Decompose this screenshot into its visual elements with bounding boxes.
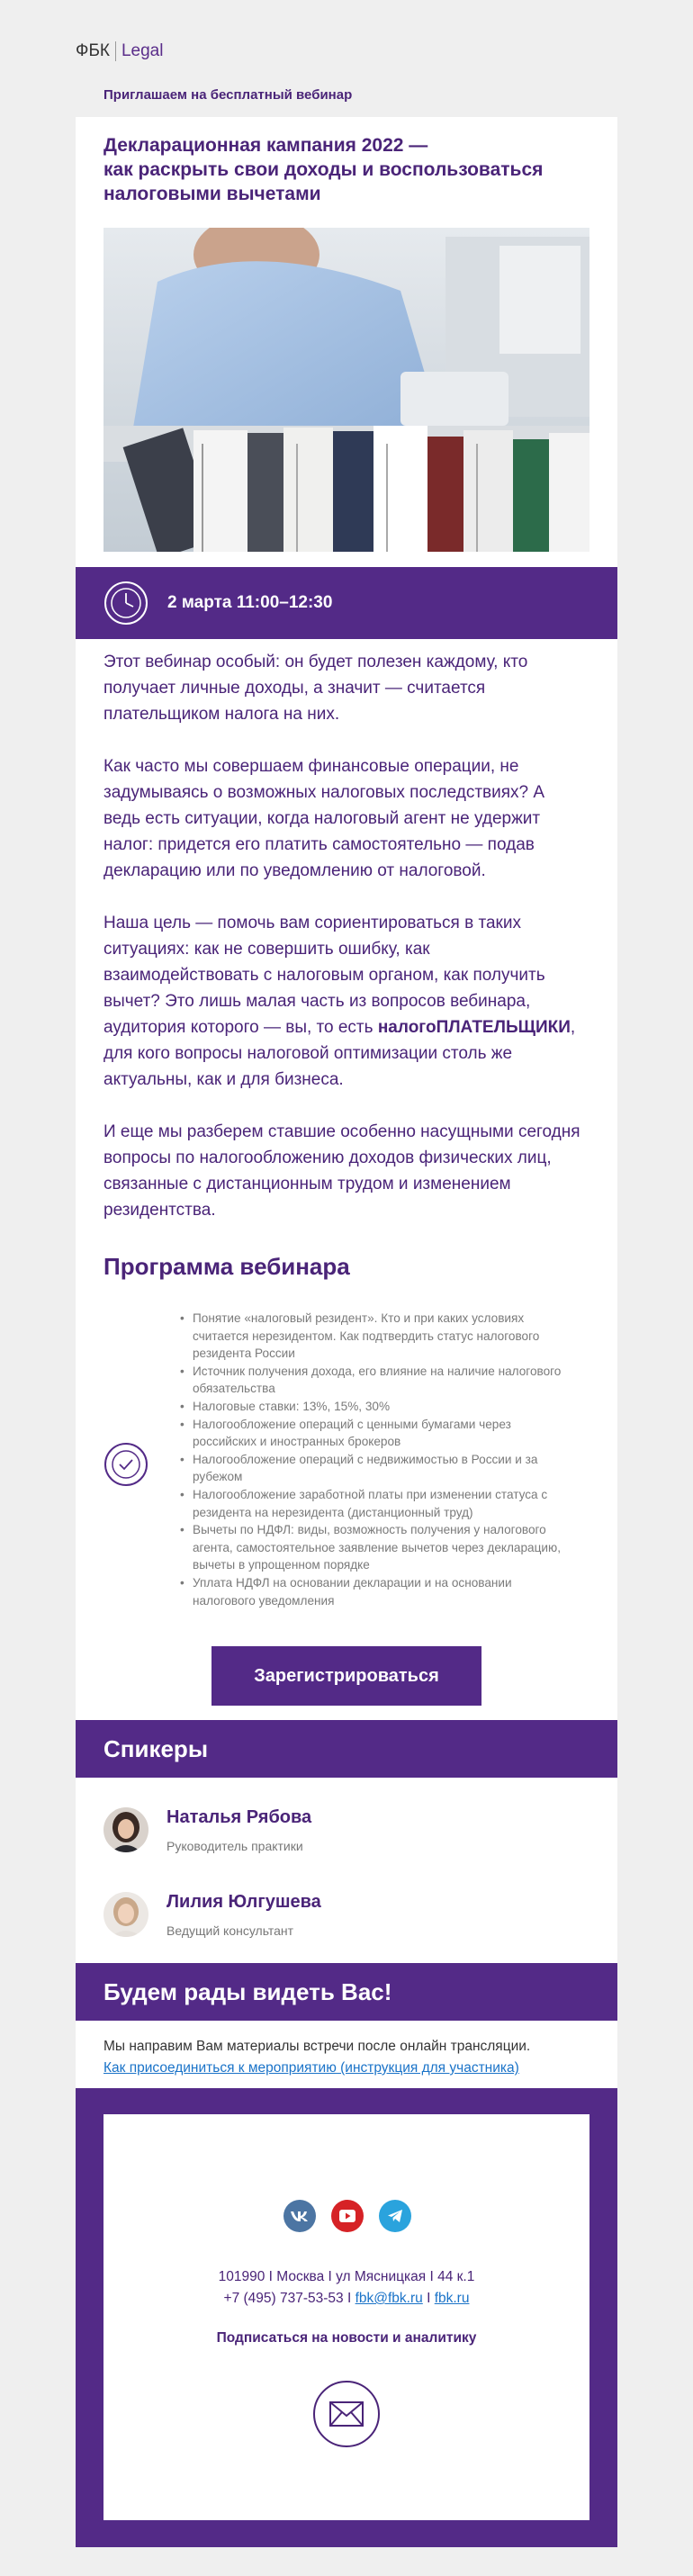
goal-paragraph (104, 910, 585, 1093)
goal-text-start: Наша цель — помочь вам сориентироваться в таких ситуациях: как не совершить ошибку, как взаимодействовать с налоговым органом, как получить вычет? Это лишь малая часть из вопросов вебинара, аудитория которого — вы, то есть (104, 914, 545, 1037)
clock-icon (104, 581, 148, 625)
materials-note (104, 2036, 530, 2079)
speakers-heading: Спикеры (76, 1720, 617, 1778)
program-item: • Вычеты по НДФЛ: виды, возможность получения у налогового агента, самостоятельное заявление вычетов через декларацию, вычеты в упрощенном порядке (180, 1521, 576, 1574)
mail-icon[interactable] (313, 2381, 380, 2447)
goal-text-bold: налогоПЛАТЕЛЬЩИКИ (377, 1018, 571, 1037)
register-button[interactable]: Зарегистрироваться (212, 1646, 482, 1706)
logo-fbk-text: ФБК (76, 41, 110, 60)
speaker-role: Ведущий консультант (166, 1923, 294, 1938)
program-list (180, 1310, 576, 1609)
invite-heading: Приглашаем на бесплатный вебинар (104, 87, 353, 103)
email-link[interactable]: fbk@fbk.ru (355, 2291, 423, 2306)
question-paragraph: Как часто мы совершаем финансовые операции, не задумываясь о возможных налоговых последствиях? А ведь есть ситуации, когда налоговый агент не удержит налог: придется его платить самостоятельно — подав декларацию или по уведомлению от налоговой. (104, 757, 545, 880)
site-link[interactable]: fbk.ru (434, 2291, 470, 2306)
program-item: • Налогообложение операций с недвижимостью в России и за рубежом (180, 1451, 576, 1486)
phone-text: +7 (495) 737-53-53 I (223, 2291, 356, 2306)
webinar-title (104, 133, 590, 206)
youtube-icon[interactable] (331, 2200, 364, 2232)
date-bar (76, 567, 617, 639)
telegram-icon[interactable] (379, 2200, 411, 2232)
program-item: • Налоговые ставки: 13%, 15%, 30% (180, 1398, 576, 1416)
howto-link[interactable]: Как присоединиться к мероприятию (инструкция для участника) (104, 2060, 519, 2076)
speaker-ryabova (104, 1807, 311, 1853)
fbk-legal-logo[interactable] (76, 41, 163, 61)
program-item: • Налогообложение заработной платы при изменении статуса с резидента на нерезидента (дистанционный труд) (180, 1486, 576, 1521)
hero-photo-illustration (104, 228, 590, 552)
logo-divider (115, 41, 116, 61)
speaker-name: Лилия Юлгушева (166, 1892, 321, 1912)
closing-heading: Будем рады видеть Вас! (76, 1963, 617, 2021)
hero-photo-binders (104, 228, 590, 552)
goal-text-end: , для кого вопросы налоговой оптимизации столь же актуальны, как и для бизнеса. (104, 1018, 576, 1089)
subscribe-link[interactable]: Подписаться на новости и аналитику (216, 2330, 477, 2346)
logo-legal-text: Legal (121, 41, 164, 60)
check-circle-icon (104, 1443, 148, 1486)
topics-paragraph: И еще мы разберем ставшие особенно насущными сегодня вопросы по налогообложению доходов физических лиц, связанные с дистанционным трудом и изменением резидентства. (104, 1122, 580, 1220)
footer-content (104, 2114, 590, 2520)
avatar (104, 1892, 148, 1937)
vk-icon[interactable] (284, 2200, 316, 2232)
contact-info (104, 2266, 590, 2310)
speaker-role: Руководитель практики (166, 1839, 303, 1853)
program-item: • Уплата НДФЛ на основании декларации и на основании налогового уведомления (180, 1574, 576, 1609)
intro-paragraph: Этот вебинар особый: он будет полезен каждому, кто получает личные доходы, а значит — считается плательщиком налога на них. (104, 653, 528, 724)
speaker-name: Наталья Рябова (166, 1807, 312, 1827)
materials-text: Мы направим Вам материалы встречи после онлайн трансляции. (104, 2039, 531, 2054)
contacts-line (104, 2288, 590, 2310)
address-text: 101990 I Москва I ул Мясницкая I 44 к.1 (218, 2269, 475, 2284)
contact-separator: I (422, 2291, 435, 2306)
webinar-date: 2 марта 11:00–12:30 (167, 593, 333, 612)
title-line-3: налоговыми вычетами (104, 184, 321, 204)
social-links (284, 2200, 411, 2232)
program-item: • Источник получения дохода, его влияние на наличие налогового обязательства (180, 1363, 576, 1398)
speaker-yulgusheva (104, 1892, 321, 1938)
avatar (104, 1807, 148, 1852)
program-item: • Понятие «налоговый резидент». Кто и при каких условиях считается нерезидентом. Как подтвердить статус налогового резидента России (180, 1310, 576, 1363)
program-title: Программа вебинара (104, 1253, 350, 1280)
program-item: • Налогообложение операций с ценными бумагами через российских и иностранных брокеров (180, 1416, 576, 1451)
title-line-2: как раскрыть свои доходы и воспользоваться (104, 159, 544, 180)
title-line-1: Декларационная кампания 2022 — (104, 135, 428, 156)
